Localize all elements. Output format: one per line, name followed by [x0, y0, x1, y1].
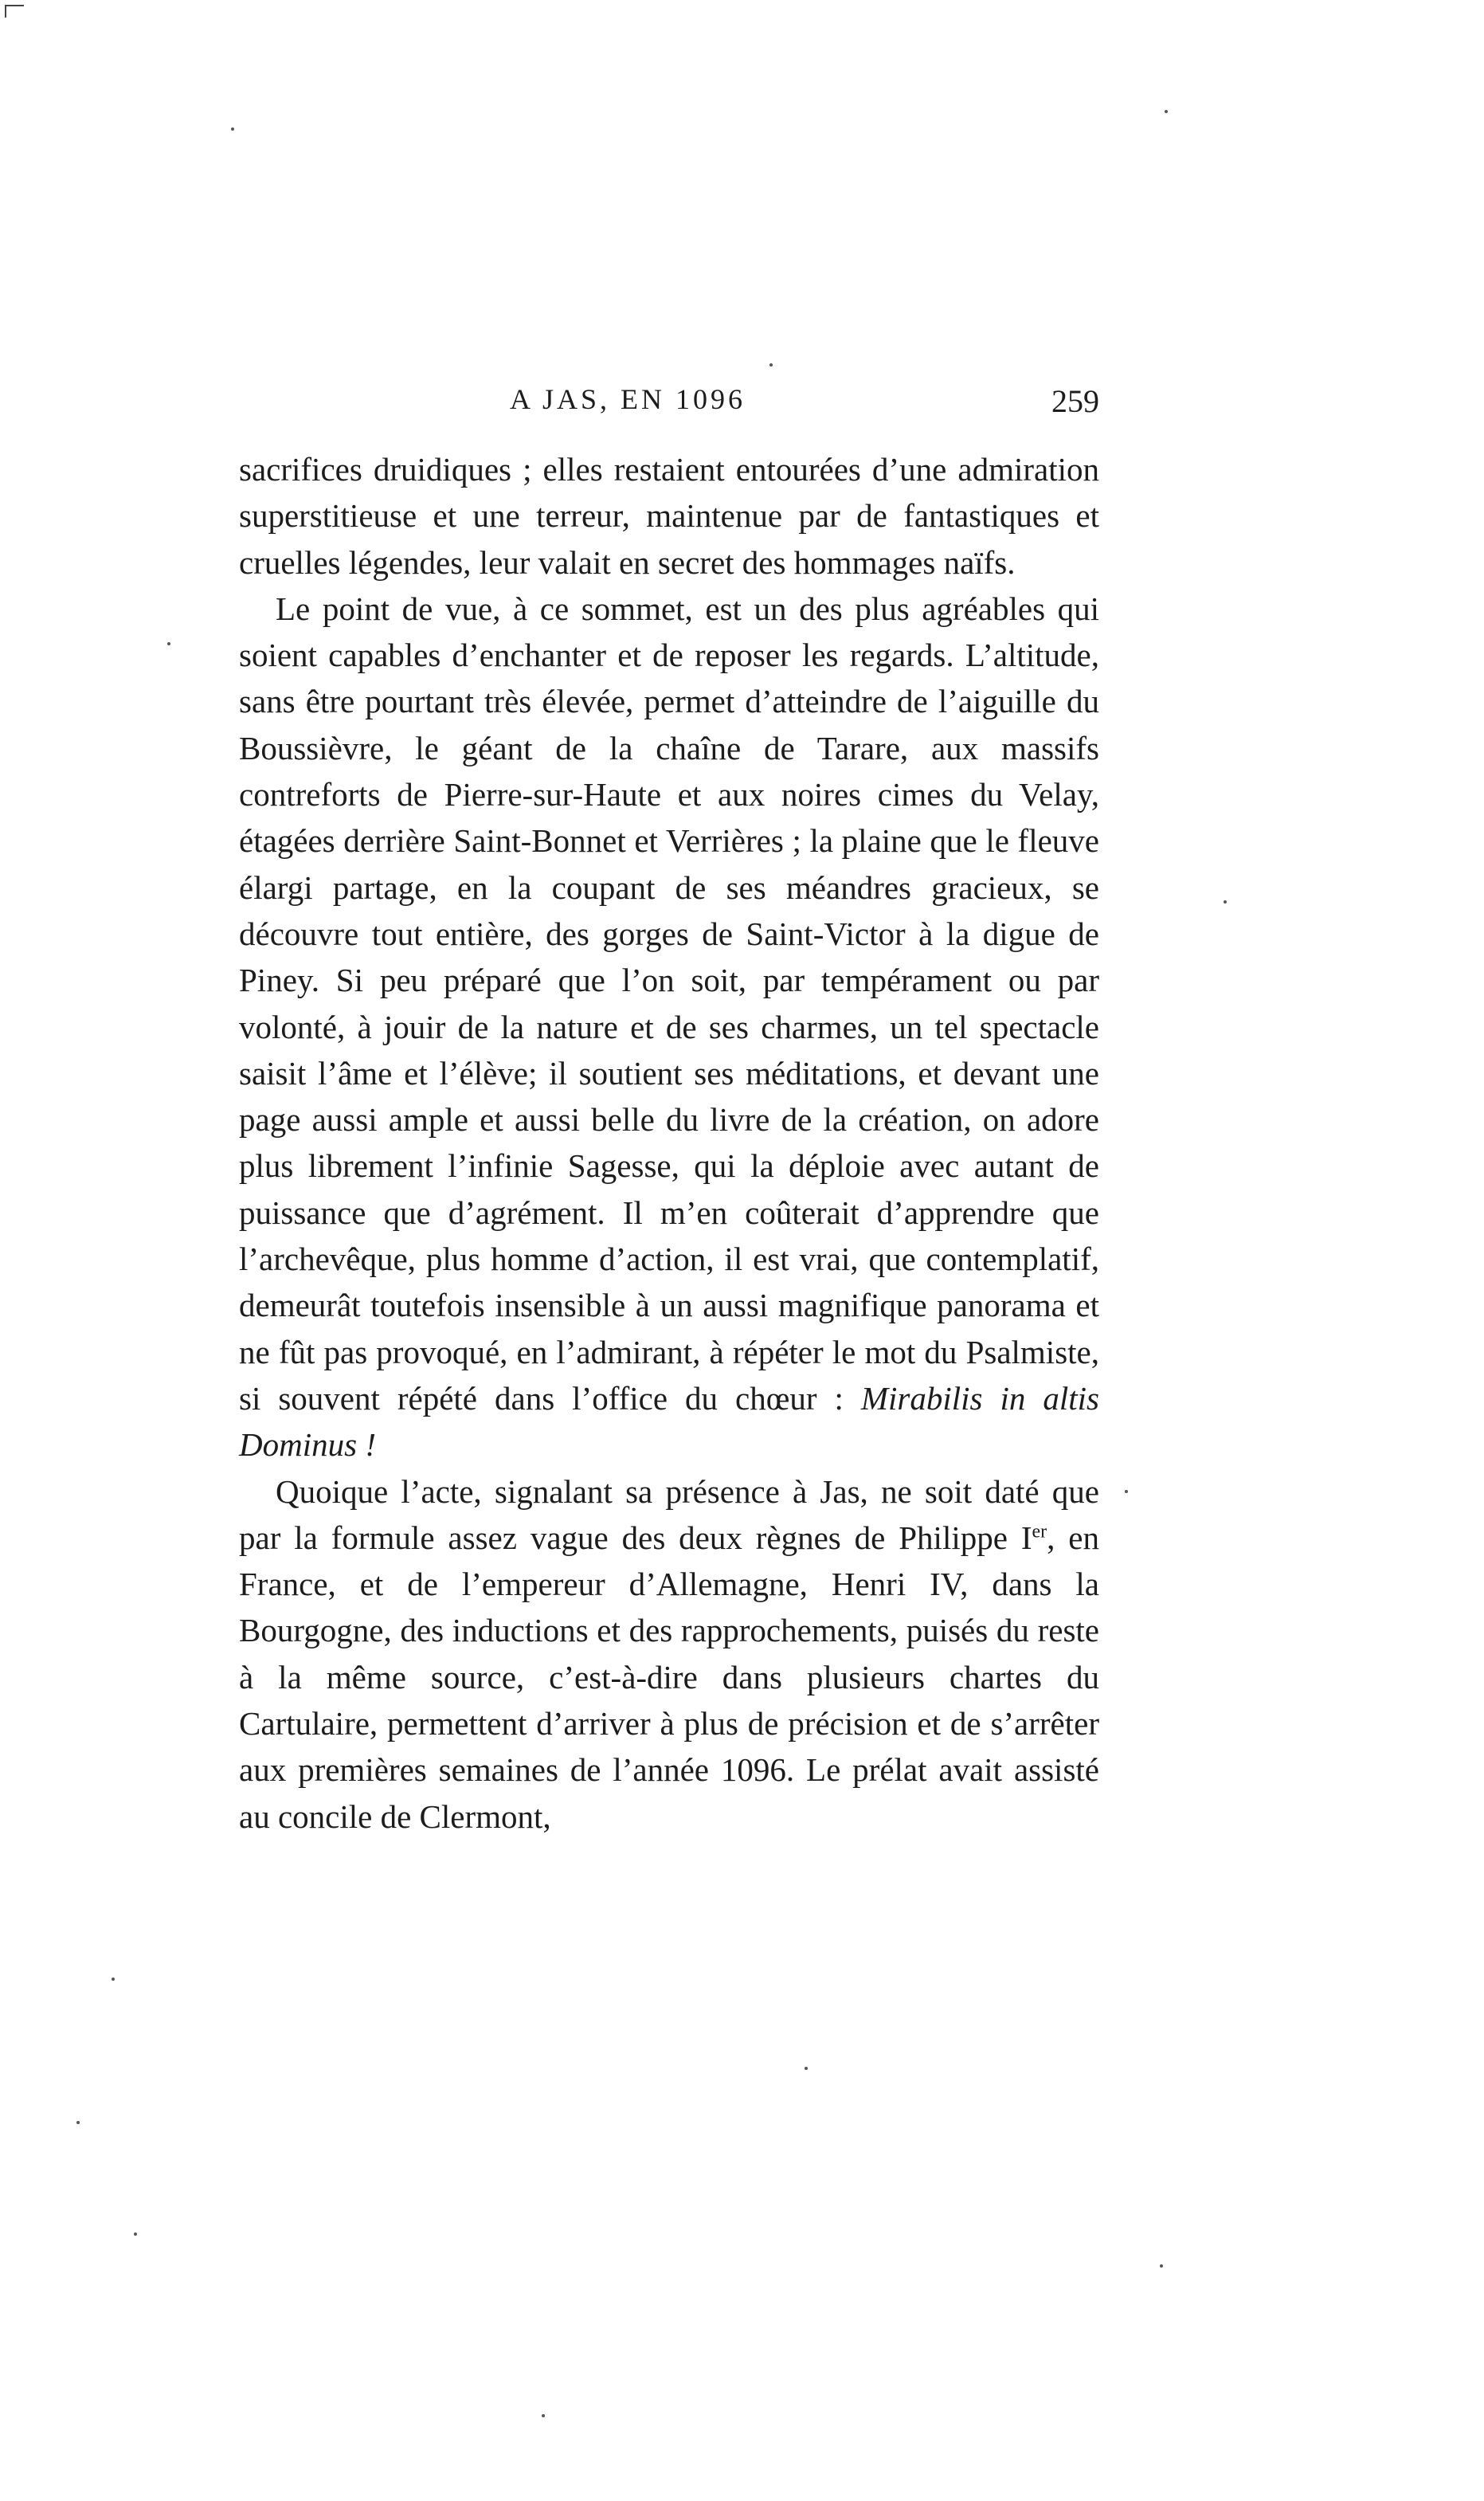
paragraph-acte-jas	[239, 1468, 1099, 1840]
scan-speck	[76, 2121, 80, 2124]
running-title: A JAS, EN 1096	[510, 383, 746, 415]
scan-speck	[1160, 2264, 1163, 2268]
scan-speck	[1165, 110, 1168, 113]
scan-speck	[769, 363, 773, 367]
paragraph-continuation: sacrifices druidiques ; elles restaient entourées d’une admiration superstitieuse et une terreur, maintenue par de fantastiques et cruelles légendes, leur valait en secret des hommages naïfs.	[239, 451, 1099, 581]
paragraph-text-start: Quoique l’acte, signalant sa présence à Jas, ne soit daté que par la formule assez vague des deux règnes de Philippe I	[239, 1472, 1099, 1556]
scan-speck	[167, 642, 170, 645]
paragraph-text: Le point de vue, à ce sommet, est un des plus agréables qui soient capables d’enchanter et de reposer les regards. L’altitude, sans être pourtant très élevée, permet d’atteindre de l’aiguille du Boussièvre, le géant de la chaîne de Tarare, aux massifs contreforts de Pierre-sur-Haute et aux noires cimes du Velay, étagées derrière Saint-Bonnet et Verrières ; la plaine que le fleuve élargi partage, en la coupant de ses méandres gracieux, se découvre tout entière, des gorges de Saint-Victor à la digue de Piney. Si peu préparé que l’on soit, par tempérament ou par volonté, à jouir de la nature et de ses charmes, un tel spectacle saisit l’âme et l’élève; il soutient ses méditations, et devant une page aussi ample et aussi belle du livre de la création, on adore plus librement l’infinie Sagesse, qui la déploie avec autant de puissance que d’agrément. Il m’en coûterait d’apprendre que l’archevêque, plus homme d’action, il est vrai, que contemplatif, demeurât toutefois insensible à un aussi magnifique panorama et ne fût pas provoqué, en l’admirant, à répéter le mot du Psalmiste, si souvent répété dans l’office du chœur :	[239, 590, 1099, 1417]
scan-speck	[542, 2414, 545, 2417]
scan-speck	[1224, 900, 1227, 904]
body-text	[239, 446, 1099, 1840]
paragraph-text-end: , en France, et de l’empereur d’Allemagne, Henri IV, dans la Bourgogne, des inductions et des rapprochements, puisés du reste à la même source, c’est-à-dire dans plusieurs chartes du Cartulaire, permettent d’arriver à plus de précision et de s’arrêter aux premières semaines de l’année 1096. Le prélat avait assisté au concile de Clermont,	[239, 1519, 1099, 1835]
running-head	[239, 382, 1099, 430]
page-number: 259	[1051, 383, 1099, 419]
ordinal-superscript: er	[1032, 1521, 1047, 1543]
paragraph-point-de-vue	[239, 586, 1099, 1468]
latin-quotation: Mirabilis in altis Dominus !	[239, 1379, 1099, 1464]
scan-speck	[231, 127, 234, 131]
scan-speck	[1125, 1490, 1128, 1493]
scan-speck	[805, 2067, 808, 2070]
scan-speck	[112, 1978, 115, 1981]
scan-speck	[134, 2232, 137, 2236]
scan-corner-mark	[5, 5, 24, 18]
